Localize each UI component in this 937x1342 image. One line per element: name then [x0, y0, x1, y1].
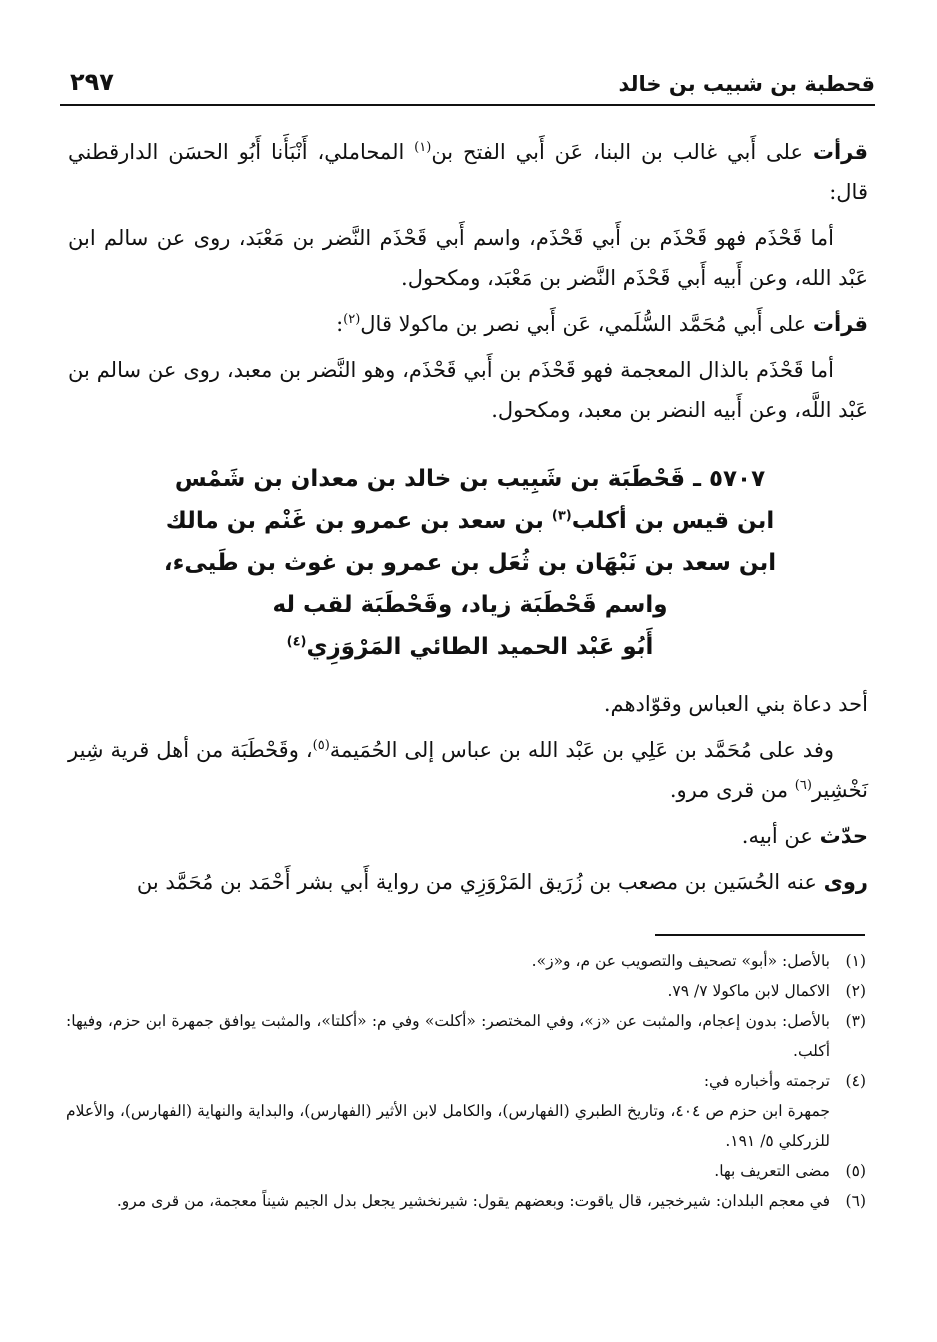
footnote-number: (١): [845, 952, 866, 970]
footnote-text: مضى التعريف بها.: [714, 1162, 830, 1180]
footnote: [66, 1186, 866, 1216]
entry-line-1: ٥٧٠٧ ـ قَحْطَبَة بن شَبِيب بن خالد بن معدان بن شَمْس: [174, 466, 766, 492]
paragraph-text: على أَبي غالب بن البنا، عَن أَبي الفتح بن: [431, 140, 813, 164]
footnote-number: [830, 1096, 866, 1156]
footnote: [66, 976, 866, 1006]
paragraph-text: المحاملي، أَنْبَأَنا أَبُو الحسَن الدارقطني قال:: [68, 140, 868, 204]
paragraph-lead: قرأت: [812, 140, 868, 164]
footnote-ref: (٣): [551, 508, 572, 524]
footnote: [66, 1066, 866, 1096]
paragraph-1: [68, 132, 868, 212]
footnotes: [66, 946, 866, 1216]
entry-line-4: واسم قَحْطَبَة زياد، وقَحْطَبَة لقب له: [272, 592, 668, 618]
paragraph-7: [68, 816, 868, 856]
paragraph-text: عنه الحُسَين بن مصعب بن زُرَيق المَرْوَزِي من رواية أَبي بشر أَحْمَد بن مُحَمَّد بن: [136, 870, 824, 894]
footnote-number: (٤): [845, 1072, 866, 1090]
footnote: [66, 1006, 866, 1066]
entry-text: ابن قيس بن أكلب: [571, 508, 775, 534]
footnote-ref: (٥): [312, 738, 330, 753]
entry-line-5: [120, 626, 820, 668]
body-text-bottom: [68, 684, 868, 908]
entry-heading: [120, 458, 820, 668]
paragraph-8: [68, 862, 868, 902]
footnote-ref: (١): [414, 140, 432, 155]
footnote-divider: [655, 934, 865, 936]
entry-line-3: ابن سعد بن نَبْهَان بن ثُعَل بن عمرو بن غوث بن طَيىء،: [163, 550, 777, 576]
entry-line-2: [120, 500, 820, 542]
paragraph-3: [68, 304, 868, 344]
footnote-text: في معجم البلدان: شيرخجير، قال ياقوت: وبعضهم يقول: شيرنخشير يجعل بدل الجيم شيناً معجمة، من قرى مرو.: [116, 1192, 830, 1210]
body-text-top: [68, 132, 868, 436]
footnote: [66, 1156, 866, 1186]
paragraph-lead: حدّث: [819, 824, 868, 848]
paragraph-text: :: [336, 312, 344, 336]
footnote: [66, 946, 866, 976]
footnote-text: الاكمال لابن ماكولا ٧/ ٧٩.: [667, 982, 830, 1000]
paragraph-6: [68, 730, 868, 810]
paragraph-text: على أَبي مُحَمَّد السُّلَمي، عَن أَبي نصر بن ماكولا قال: [360, 312, 813, 336]
footnote-number: (٦): [845, 1192, 866, 1210]
paragraph-text: عن أبيه.: [741, 824, 820, 848]
footnote-ref: (٢): [343, 312, 361, 327]
paragraph-text: وفد على مُحَمَّد بن عَلِي بن عَبْد الله بن عباس إلى الحُمَيمة: [329, 738, 834, 762]
footnote-text: جمهرة ابن حزم ص ٤٠٤، وتاريخ الطبري (الفهارس)، والكامل لابن الأثير (الفهارس)، والبداية والنهاية (الفهارس)، والأعلام للزركلي ٥/ ١٩١.: [66, 1102, 830, 1150]
paragraph-4: أما قَحْذَم بالذال المعجمة فهو قَحْذَم بن أَبي قَحْذَم، وهو النَّضر بن معبد، روى عن سالم بن عَبْد اللَّه، وعن أَبيه النضر بن معبد، ومكحول.: [68, 358, 868, 422]
paragraph-lead: قرأت: [812, 312, 868, 336]
footnote-text: بالأصل: «أبو» تصحيف والتصويب عن م، و«ز».: [531, 952, 830, 970]
entry-text: بن سعد بن عمرو بن غَنْم بن مالك: [165, 508, 552, 534]
paragraph-text: من قرى مرو.: [669, 778, 795, 802]
footnote-number: (٣): [845, 1012, 866, 1030]
paragraph-2: أما قَحْذَم فهو قَحْذَم بن أَبي قَحْذَم، واسم أَبي قَحْذَم النَّضر بن مَعْبَد، روى عن سالم ابن عَبْد الله، وعن أَبيه أَبي قَحْذَم النَّضر بن مَعْبَد، ومكحول.: [68, 226, 868, 290]
footnote-ref: (٦): [794, 778, 812, 793]
footnote-ref: (٤): [286, 634, 307, 650]
paragraph-text: ، وقَحْطَبَة من أهل قرية شِير نَخْشِير: [68, 738, 868, 802]
page-number: ٢٩٧: [70, 68, 114, 96]
page-header: [60, 64, 875, 106]
running-title: قحطبة بن شبيب بن خالد: [618, 72, 875, 96]
footnote-text: ترجمته وأخباره في:: [703, 1072, 830, 1090]
footnote-text: بالأصل: بدون إعجام، والمثبت عن «ز»، وفي المختصر: «أكلت» وفي م: «أكلتا»، والمثبت يوافق جمهرة ابن حزم، وفيها: أكلب.: [66, 1012, 830, 1060]
footnote-number: (٥): [845, 1162, 866, 1180]
paragraph-lead: روى: [823, 870, 868, 894]
entry-text: أَبُو عَبْد الحميد الطائي المَرْوَزِي: [306, 634, 654, 660]
paragraph-5: أحد دعاة بني العباس وقوّادهم.: [603, 692, 868, 716]
footnote-continuation: [66, 1096, 866, 1156]
footnote-number: (٢): [845, 982, 866, 1000]
